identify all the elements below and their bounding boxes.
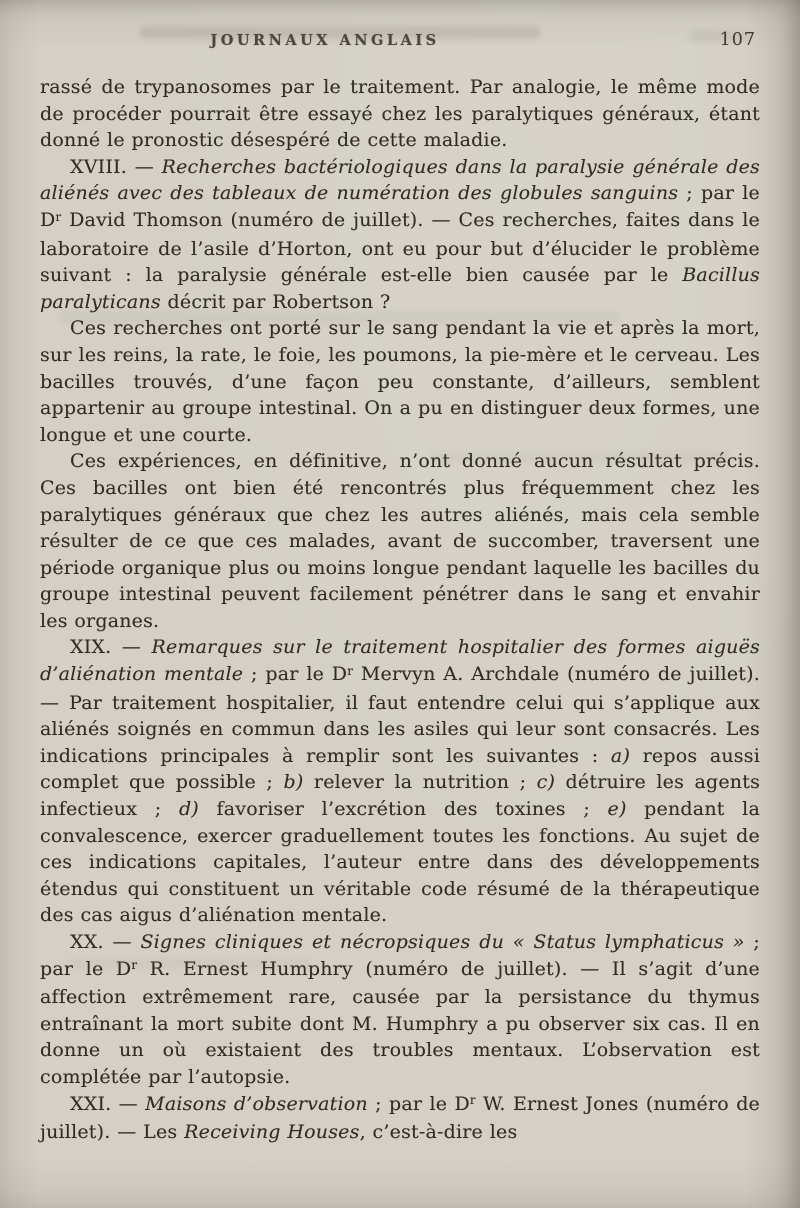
italic-text: Signes cliniques et nécropsiques du « Status lymphaticus » bbox=[140, 931, 745, 953]
text-run: XIX. — bbox=[70, 636, 152, 659]
text-run: XX. — bbox=[70, 931, 141, 953]
italic-text: Maisons d’observation bbox=[145, 1092, 368, 1115]
page-body bbox=[0, 74, 800, 1146]
superscript-text: r bbox=[469, 1093, 476, 1108]
superscript-text: r bbox=[347, 663, 354, 678]
italic-text: Receiving Houses bbox=[184, 1121, 360, 1144]
paragraph bbox=[40, 74, 760, 154]
paragraph bbox=[40, 1091, 760, 1146]
text-run: XVIII. — bbox=[70, 155, 162, 178]
text-run: XXI. — bbox=[70, 1092, 146, 1115]
superscript-text: r bbox=[55, 209, 62, 224]
paragraph bbox=[40, 448, 760, 634]
text-run: ; par le D bbox=[367, 1092, 470, 1115]
superscript-text: r bbox=[131, 958, 138, 973]
text-run: , c’est-à-dire les bbox=[359, 1121, 518, 1144]
text-run: Mervyn A. Archdale (numéro de juillet). — Par traitement hospitalier, il faut entendre celui qui s’applique aux aliénés soignés en commun dans les asiles qui leur sont consacrés. Les indications principales à remplir sont les suivantes : bbox=[40, 663, 760, 767]
page-header bbox=[0, 32, 800, 58]
text-run: David Thomson (numéro de juillet). — Ces recherches, faites dans le laboratoire de l’asile d’Horton, ont eu pour but d’élucider le problème suivant : la paralysie générale est-elle bien causée par le bbox=[40, 208, 760, 287]
text-run: relever la nutrition ; bbox=[303, 771, 537, 794]
italic-text: Remarques sur le traitement hospitalier des formes aiguës d’aliénation mentale bbox=[40, 636, 761, 686]
text-run: détruire les agents infectieux ; bbox=[40, 771, 761, 821]
text-run: ; par le D bbox=[40, 182, 760, 231]
text-run: favoriser l’excrétion des toxines ; bbox=[198, 798, 608, 821]
italic-text: c) bbox=[536, 771, 556, 794]
text-run: pendant la convalescence, exercer graduellement toutes les fonctions. Au sujet de ces indications capitales, l’auteur entre dans des développements étendus qui constituent un véritable code résumé de la thérapeutique des cas aigus d’aliénation mentale. bbox=[40, 798, 760, 927]
text-run: W. Ernest Jones (numéro de juillet). — Les bbox=[40, 1092, 760, 1144]
italic-text: d) bbox=[178, 798, 199, 821]
text-run: ; par le D bbox=[243, 663, 348, 686]
running-title: JOURNAUX ANGLAIS bbox=[210, 32, 440, 49]
italic-text: b) bbox=[283, 771, 304, 794]
text-run: décrit par Robertson ? bbox=[160, 290, 391, 313]
paragraph bbox=[40, 315, 760, 448]
italic-text: a) bbox=[610, 744, 631, 767]
text-run: Ces expériences, en définitive, n’ont donné aucun résultat précis. Ces bacilles ont bien été rencontrés plus fréquemment chez les paralytiques généraux que chez les autres aliénés, mais cela semble résulter de ce que ces malades, avant de succomber, traversent une période organique plus ou moins longue pendant laquelle les bacilles du groupe intestinal peuvent facilement pénétrer dans le sang et envahir les organes. bbox=[40, 450, 760, 632]
text-run: repos aussi complet que possible ; bbox=[40, 744, 760, 794]
italic-text: Recherches bactériologiques dans la paralysie générale des aliénés avec des tableaux de numération des globules sanguins bbox=[40, 155, 760, 205]
text-run: rassé de trypanosomes par le traitement. Par analogie, le même mode de procéder pourrait être essayé chez les paralytiques généraux, étant donné le pronostic désespéré de cette maladie. bbox=[40, 76, 760, 152]
page-number: 107 bbox=[719, 30, 756, 50]
text-run: R. Ernest Humphry (numéro de juillet). — Il s’agit d’une affection extrêmement rare, causée par la persistance du thymus entraînant la mort subite dont M. Humphry a pu observer six cas. Il en donne un où existaient des troubles mentaux. L’observation est complétée par l’autopsie. bbox=[40, 957, 760, 1088]
paragraph bbox=[40, 634, 760, 929]
paragraph bbox=[40, 929, 760, 1091]
text-run: Ces recherches ont porté sur le sang pendant la vie et après la mort, sur les reins, la rate, le foie, les poumons, la pie-mère et le cerveau. Les bacilles trouvés, d’une façon peu constante, d’ailleurs, semblent appartenir au groupe intestinal. On a pu en distinguer deux formes, une longue et une courte. bbox=[40, 317, 760, 446]
italic-text: e) bbox=[607, 798, 627, 821]
paragraph bbox=[40, 154, 760, 316]
text-run: ; par le D bbox=[40, 931, 760, 980]
italic-text: Bacillus paralyticans bbox=[40, 264, 760, 313]
